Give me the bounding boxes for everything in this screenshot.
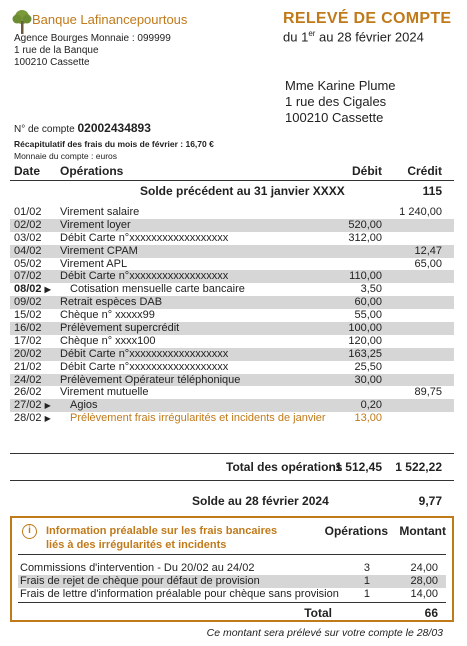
row-debit: 13,00 xyxy=(354,412,382,425)
row-operation: Cotisation mensuelle carte bancaire xyxy=(70,283,245,296)
fees-total-label: Total xyxy=(304,606,332,620)
row-operation: Virement salaire xyxy=(60,206,140,218)
row-date: 08/02 ▶ xyxy=(14,283,51,296)
account-currency: Monnaie du compte : euros xyxy=(14,151,118,161)
fees-info-box xyxy=(10,516,454,622)
final-balance-value: 9,77 xyxy=(418,494,442,508)
footer-note: Ce montant sera prélevé sur votre compte le 28/03 xyxy=(206,627,443,639)
table-row xyxy=(10,296,454,309)
table-row xyxy=(10,245,454,258)
row-debit: 3,50 xyxy=(360,283,382,296)
fees-summary: Récapitulatif des frais du mois de février : 16,70 € xyxy=(14,139,214,149)
row-debit: 30,00 xyxy=(354,373,382,386)
bank-street: 1 rue de la Banque xyxy=(14,45,99,56)
row-operation: Prélèvement frais irrégularités et incidents de janvier xyxy=(70,412,326,425)
table-row xyxy=(10,412,454,425)
header-operations: Opérations xyxy=(60,164,124,178)
row-date: 09/02 xyxy=(14,296,42,309)
row-date: 24/02 xyxy=(14,373,42,386)
row-operation: Débit Carte n°xxxxxxxxxxxxxxxxxx xyxy=(60,360,229,373)
row-operation: Retrait espèces DAB xyxy=(60,296,163,309)
final-balance-label: Solde au 28 février 2024 xyxy=(192,494,329,508)
table-row xyxy=(10,322,454,335)
row-credit: 89,75 xyxy=(414,386,442,399)
fees-row xyxy=(18,575,446,588)
fees-header-operations: Opérations xyxy=(324,524,388,538)
divider xyxy=(18,602,446,603)
table-row xyxy=(10,206,454,219)
total-row xyxy=(10,460,454,476)
row-operation: Virement loyer xyxy=(60,218,131,231)
row-debit: 55,00 xyxy=(354,309,382,322)
table-row xyxy=(10,335,454,348)
row-operation: Chèque n° xxxxx99 xyxy=(60,309,155,322)
row-debit: 312,00 xyxy=(348,231,382,244)
info-icon: i xyxy=(22,524,37,539)
row-operation: Prélèvement supercrédit xyxy=(60,322,180,335)
table-header xyxy=(10,162,454,181)
divider xyxy=(10,480,454,481)
bank-agency: Agence Bourges Monnaie : 099999 xyxy=(14,33,171,44)
table-row xyxy=(10,258,454,271)
tree-icon xyxy=(10,8,34,36)
total-debit: 1 512,45 xyxy=(335,460,382,474)
row-debit: 110,00 xyxy=(349,270,382,283)
fees-total-value: 66 xyxy=(424,606,438,620)
row-operation: Virement APL xyxy=(60,257,128,270)
row-operation: Virement mutuelle xyxy=(60,386,149,399)
row-date: 17/02 xyxy=(14,334,42,347)
row-credit: 1 240,00 xyxy=(399,206,442,218)
statement-title: RELEVÉ DE COMPTE xyxy=(283,10,452,27)
row-credit: 65,00 xyxy=(414,257,442,270)
previous-balance-value: 115 xyxy=(422,184,442,198)
row-debit: 100,00 xyxy=(348,322,382,335)
row-credit: 12,47 xyxy=(414,244,442,257)
row-operation: Virement CPAM xyxy=(60,244,138,257)
row-date: 28/02 ▶ xyxy=(14,412,51,425)
row-debit: 520,00 xyxy=(348,218,382,231)
fees-row xyxy=(18,562,446,575)
table-row xyxy=(10,219,454,232)
header-credit: Crédit xyxy=(407,164,442,178)
row-date: 03/02 xyxy=(14,231,42,244)
row-date: 27/02 ▶ xyxy=(14,399,51,412)
fees-row-amount: 24,00 xyxy=(410,562,438,574)
row-date: 05/02 xyxy=(14,257,42,270)
table-row xyxy=(10,361,454,374)
fees-row-label: Frais de rejet de chèque pour défaut de provision xyxy=(20,575,260,587)
fees-row-ops: 3 xyxy=(363,562,370,574)
row-operation: Chèque n° xxxx100 xyxy=(60,334,156,347)
divider xyxy=(18,554,446,555)
triangle-right-icon: ▶ xyxy=(44,401,51,411)
header-date: Date xyxy=(14,164,41,178)
total-label: Total des opérations xyxy=(226,460,343,474)
operations-list xyxy=(10,206,454,425)
row-debit: 60,00 xyxy=(354,296,382,309)
customer-street: 1 rue des Cigales xyxy=(285,94,387,109)
row-date: 20/02 xyxy=(14,347,42,360)
row-operation: Prélèvement Opérateur téléphonique xyxy=(60,373,241,386)
row-debit: 120,00 xyxy=(348,334,382,347)
table-row xyxy=(10,386,454,399)
triangle-right-icon: ▶ xyxy=(44,285,51,295)
row-operation: Débit Carte n°xxxxxxxxxxxxxxxxxx xyxy=(60,231,229,244)
table-row xyxy=(10,399,454,412)
row-date: 16/02 xyxy=(14,322,42,335)
row-date: 07/02 xyxy=(14,270,42,283)
table-row xyxy=(10,374,454,387)
previous-balance-label: Solde précédent au 31 janvier XXXX xyxy=(140,184,345,198)
table-row xyxy=(10,270,454,283)
triangle-right-icon: ▶ xyxy=(44,414,51,424)
row-operation: Débit Carte n°xxxxxxxxxxxxxxxxxx xyxy=(60,270,229,283)
fees-row xyxy=(18,588,446,601)
fees-row-label: Frais de lettre d'information préalable pour chèque sans provision xyxy=(20,588,339,600)
final-balance-row xyxy=(10,494,454,510)
row-date: 01/02 xyxy=(14,206,42,218)
row-date: 26/02 xyxy=(14,386,42,399)
row-date: 02/02 xyxy=(14,218,42,231)
fees-row-label: Commissions d'intervention - Du 20/02 au 24/02 xyxy=(20,562,255,574)
header-debit: Débit xyxy=(352,164,382,178)
fees-row-ops: 1 xyxy=(363,588,370,600)
fees-box-title: Information préalable sur les frais bancaires liés à des irrégularités et incidents xyxy=(46,525,278,551)
bank-name: Banque Lafinancepourtous xyxy=(32,12,188,27)
bank-city: 100210 Cassette xyxy=(14,57,90,68)
customer-name: Mme Karine Plume xyxy=(285,78,396,93)
row-date: 15/02 xyxy=(14,309,42,322)
table-row xyxy=(10,348,454,361)
row-date: 21/02 xyxy=(14,360,42,373)
table-row xyxy=(10,283,454,296)
account-number: N° de compte 02002434893 xyxy=(14,121,151,135)
customer-city: 100210 Cassette xyxy=(285,110,384,125)
fees-row-ops: 1 xyxy=(363,575,370,587)
row-debit: 25,50 xyxy=(354,360,382,373)
row-operation: Débit Carte n°xxxxxxxxxxxxxxxxxx xyxy=(60,347,229,360)
fees-row-amount: 28,00 xyxy=(410,575,438,587)
row-debit: 163,25 xyxy=(348,347,382,360)
statement-period: du 1er au 28 février 2024 xyxy=(283,29,424,45)
row-date: 04/02 xyxy=(14,244,42,257)
row-operation: Agios xyxy=(70,399,98,412)
previous-balance-row xyxy=(10,182,454,200)
row-debit: 0,20 xyxy=(360,399,382,412)
fees-header-amount: Montant xyxy=(399,524,446,538)
divider xyxy=(10,453,454,454)
table-row xyxy=(10,309,454,322)
total-credit: 1 522,22 xyxy=(395,460,442,474)
fees-row-amount: 14,00 xyxy=(410,588,438,600)
table-row xyxy=(10,232,454,245)
